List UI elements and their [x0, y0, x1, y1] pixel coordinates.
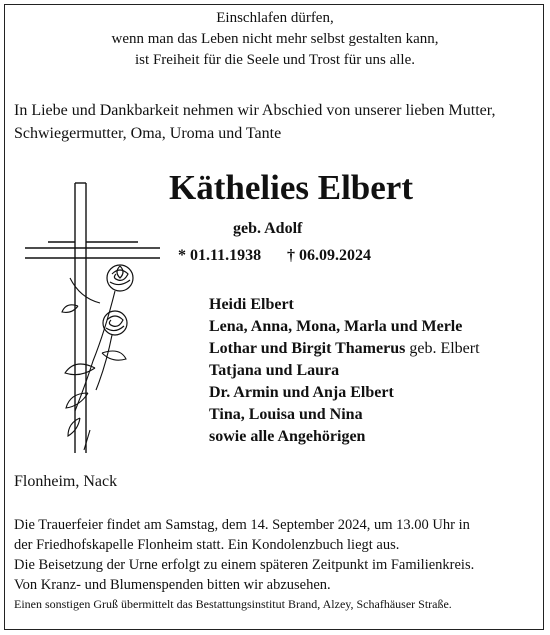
funeral-info — [14, 515, 542, 613]
info-line: der Friedhofskapelle Flonheim statt. Ein Kondolenzbuch liegt aus. — [14, 537, 400, 553]
poem-line: ist Freiheit für die Seele und Trost für uns alle. — [135, 52, 415, 68]
mourner-line: Lena, Anna, Mona, Marla und Merle — [209, 318, 463, 335]
poem-line: wenn man das Leben nicht mehr selbst gestalten kann, — [111, 31, 439, 47]
poem-line: Einschlafen dürfen, — [216, 10, 334, 26]
mourner-line: Heidi Elbert — [209, 296, 294, 313]
mourner-line: Tina, Louisa und Nina — [209, 406, 363, 423]
footer-note: Einen sonstigen Gruß übermittelt das Bestattungsinstitut Brand, Alzey, Schafhäuser Straße. — [14, 597, 452, 611]
place-line: Flonheim, Nack — [14, 473, 118, 490]
birth-name: geb. Adolf — [233, 220, 303, 237]
mourner-line: sowie alle Angehörigen — [209, 428, 366, 445]
intro-text: In Liebe und Dankbarkeit nehmen wir Abschied von unserer lieben Mutter, Schwiegermutter, Oma, Uroma und Tante — [14, 102, 496, 142]
info-line: Die Beisetzung der Urne erfolgt zu einem späteren Zeitpunkt im Familienkreis. — [14, 557, 475, 573]
mourner-line: Lothar und Birgit Thamerus geb. Elbert — [209, 340, 480, 357]
birth-date: * 01.11.1938 — [178, 247, 262, 264]
mourner-line: Dr. Armin und Anja Elbert — [209, 384, 394, 401]
mourners-list — [209, 294, 539, 448]
deceased-name: Käthelies Elbert — [169, 168, 413, 207]
poem — [0, 8, 550, 71]
nee-note: geb. Elbert — [405, 340, 480, 357]
death-date: † 06.09.2024 — [287, 247, 371, 264]
cross-with-roses-icon — [20, 178, 170, 458]
mourner-line: Tatjana und Laura — [209, 362, 340, 379]
info-line: Von Kranz- und Blumenspenden bitten wir abzusehen. — [14, 577, 331, 593]
info-line: Die Trauerfeier findet am Samstag, dem 14. September 2024, um 13.00 Uhr in — [14, 517, 470, 533]
